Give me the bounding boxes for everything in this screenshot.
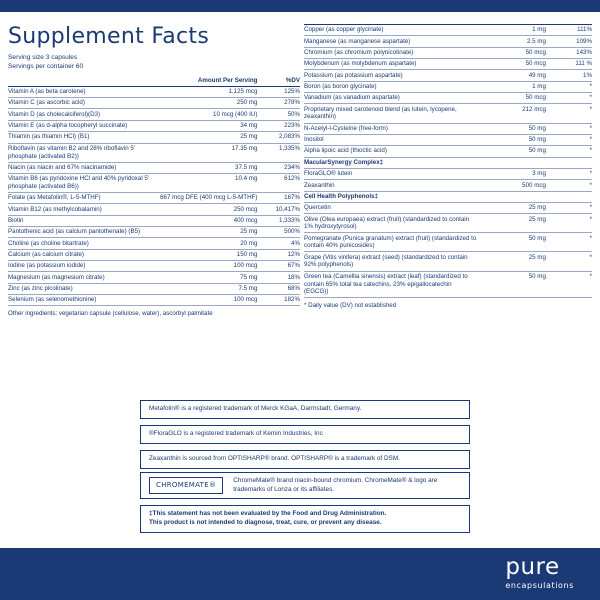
nutrient-name: Vitamin B12 (as methylcobalamin)	[8, 204, 160, 215]
nutrient-name: FloraGLO® lutein	[304, 168, 477, 179]
nutrient-name: Pantothenic acid (as calcium pantothenate) (B5)	[8, 227, 160, 238]
table-row	[304, 202, 592, 213]
nutrient-dv: 4%	[257, 238, 300, 249]
nutrient-dv: 125%	[257, 86, 300, 97]
nutrient-amount: 49 mg	[477, 70, 546, 81]
nutrient-amount: 250 mcg	[160, 204, 257, 215]
table-row	[304, 104, 592, 123]
right-nutrition-table	[304, 24, 592, 298]
top-color-band	[0, 0, 600, 12]
nutrient-name: Folate (as Metafolin®, L-5-MTHF)	[8, 193, 160, 204]
table-row	[304, 214, 592, 233]
table-row	[304, 180, 592, 191]
trademark-zeaxanthin-text: Zeaxanthin is sourced from OPTISHARP® brand. OPTISHARP® is a trademark of DSM.	[149, 455, 400, 462]
nutrient-name: Molybdenum (as molybdenum aspartate)	[304, 59, 477, 70]
nutrient-dv: 50%	[257, 109, 300, 120]
table-row	[8, 215, 300, 226]
nutrient-dv: 223%	[257, 120, 300, 131]
table-row	[304, 36, 592, 47]
daily-value-footnote: * Daily value (DV) not established	[304, 302, 397, 310]
nutrient-name: Vitamin D (as cholecalciferol)(D3)	[8, 109, 160, 120]
nutrient-amount: 34 mg	[160, 120, 257, 131]
table-row	[8, 98, 300, 109]
nutrient-amount: 2.5 mg	[477, 36, 546, 47]
nutrient-dv: *	[546, 81, 592, 92]
table-row	[304, 47, 592, 58]
nutrient-dv: *	[546, 168, 592, 179]
table-row	[304, 252, 592, 271]
nutrient-dv: 500%	[257, 227, 300, 238]
nutrient-name: Grape (Vitis vinifera) extract (seed) (standardized to contain 92% polyphenols)	[304, 252, 477, 271]
table-row	[304, 233, 592, 252]
nutrient-dv: 109%	[546, 36, 592, 47]
nutrient-amount: 150 mg	[160, 249, 257, 260]
nutrient-amount: 75 mg	[160, 272, 257, 283]
trademark-box-floraglo	[140, 425, 470, 444]
nutrient-amount: 250 mg	[160, 98, 257, 109]
table-group-header	[304, 191, 592, 202]
nutrient-name: Potassium (as potassium aspartate)	[304, 70, 477, 81]
nutrient-name: Thiamin (as thiamin HCl) (B1)	[8, 132, 160, 143]
nutrient-name: Riboflavin (as vitamin B2 and 28% riboflavin 5' phosphate (activated B2))	[8, 143, 160, 162]
nutrient-dv: *	[546, 104, 592, 123]
nutrient-amount: 20 mg	[160, 238, 257, 249]
nutrient-amount: 500 mcg	[477, 180, 546, 191]
fda-disclaimer-line2: This product is not intended to diagnose, treat, cure, or prevent any disease.	[149, 518, 382, 526]
nutrient-name: Choline (as choline bitartrate)	[8, 238, 160, 249]
nutrient-dv: 1,335%	[257, 143, 300, 162]
nutrient-dv: 278%	[257, 98, 300, 109]
table-row	[304, 59, 592, 70]
nutrient-amount: 1,125 mcg	[160, 86, 257, 97]
table-row	[304, 93, 592, 104]
chromemate-text: ChromeMate® brand niacin-bound chromium. ChromeMate® & logo are trademarks of Lonza or its affiliates.	[233, 477, 438, 493]
nutrient-amount: 25 mg	[160, 132, 257, 143]
nutrient-amount: 10 mcg (400 IU)	[160, 109, 257, 120]
nutrient-name: Vitamin B6 (as pyridoxine HCl and 40% pyridoxal 5' phosphate (activated B6))	[8, 173, 160, 192]
nutrient-amount: 25 mg	[160, 227, 257, 238]
left-nutrition-table	[8, 75, 300, 306]
table-group-header	[304, 157, 592, 168]
nutrient-amount: 3 mg	[477, 168, 546, 179]
nutrient-dv: 2,083%	[257, 132, 300, 143]
nutrient-amount: 25 mg	[477, 252, 546, 271]
table-row	[8, 227, 300, 238]
nutrient-dv: 612%	[257, 173, 300, 192]
table-row	[304, 81, 592, 92]
group-header-label: Cell Health Polyphenols‡	[304, 191, 592, 202]
nutrient-name: Niacin (as niacin and 67% niacinamide)	[8, 162, 160, 173]
header-blank	[8, 75, 160, 86]
servings-per-container: Servings per container 60	[8, 63, 84, 71]
nutrient-amount: 50 mcg	[477, 59, 546, 70]
table-header-row	[8, 75, 300, 86]
trademark-metafolin-text: Metafolin® is a registered trademark of Merck KGaA, Darmstadt, Germany.	[149, 405, 362, 412]
table-row	[8, 132, 300, 143]
nutrient-name: N-Acetyl-l-Cysteine (free-form)	[304, 123, 477, 134]
nutrient-amount: 50 mg	[477, 146, 546, 157]
nutrient-dv: 10,417%	[257, 204, 300, 215]
nutrient-amount: 667 mcg DFE (400 mcg L-5-MTHF)	[160, 193, 257, 204]
nutrient-dv: 111 %	[546, 59, 592, 70]
nutrient-dv: 234%	[257, 162, 300, 173]
table-row	[8, 261, 300, 272]
table-row	[8, 120, 300, 131]
nutrient-amount: 400 mcg	[160, 215, 257, 226]
nutrient-name: Proprietary mixed carotenoid blend (as lutein, lycopene, zeaxanthin)	[304, 104, 477, 123]
supplement-facts-left-panel	[8, 24, 300, 319]
nutrient-name: Biotin	[8, 215, 160, 226]
nutrient-dv: *	[546, 233, 592, 252]
table-row	[8, 162, 300, 173]
nutrient-name: Chromium (as chromium polynicotinate)	[304, 47, 477, 58]
nutrient-name: Calcium (as calcium citrate)	[8, 249, 160, 260]
nutrient-name: Zinc (as zinc picolinate)	[8, 283, 160, 294]
header-percent-dv: %DV	[257, 75, 300, 86]
nutrient-dv: *	[546, 214, 592, 233]
nutrient-dv: *	[546, 123, 592, 134]
nutrient-dv: *	[546, 134, 592, 145]
table-row	[304, 123, 592, 134]
nutrient-dv: 1,333%	[257, 215, 300, 226]
nutrient-name: Magnesium (as magnesium citrate)	[8, 272, 160, 283]
nutrient-amount: 50 mcg	[477, 47, 546, 58]
nutrient-name: Manganese (as manganese aspartate)	[304, 36, 477, 47]
header-amount-per-serving: Amount Per Serving	[160, 75, 257, 86]
table-row	[8, 204, 300, 215]
trademark-box-chromemate	[140, 472, 470, 499]
nutrient-amount: 50 mg	[477, 134, 546, 145]
table-row	[304, 168, 592, 179]
nutrient-name: Zeaxanthin	[304, 180, 477, 191]
table-row	[8, 86, 300, 97]
trademark-box-zeaxanthin	[140, 450, 470, 469]
nutrient-dv: *	[546, 180, 592, 191]
brand-name: pure	[505, 554, 560, 580]
nutrient-dv: *	[546, 271, 592, 298]
table-row	[8, 295, 300, 306]
table-row	[304, 134, 592, 145]
table-row	[8, 283, 300, 294]
nutrient-amount: 100 mcg	[160, 261, 257, 272]
nutrient-name: Vitamin E (as d-alpha tocopheryl succinate)	[8, 120, 160, 131]
nutrient-name: Quercetin	[304, 202, 477, 213]
fda-disclaimer-box	[140, 505, 470, 533]
group-header-label: MacularSynergy Complex‡	[304, 157, 592, 168]
nutrient-amount: 100 mcg	[160, 295, 257, 306]
table-row	[304, 146, 592, 157]
nutrient-dv: 12%	[257, 249, 300, 260]
nutrient-amount: 7.5 mg	[160, 283, 257, 294]
nutrient-amount: 50 mg	[477, 123, 546, 134]
table-row	[304, 70, 592, 81]
nutrient-name: Pomegranate (Punica granatum) extract (fruit) (standardized to contain 40% punicosides)	[304, 233, 477, 252]
nutrient-amount: 1 mg	[477, 81, 546, 92]
nutrient-amount: 50 mg	[477, 271, 546, 298]
nutrient-dv: *	[546, 146, 592, 157]
table-row	[8, 143, 300, 162]
supplement-facts-right-panel	[304, 24, 592, 309]
nutrient-amount: 1 mg	[477, 25, 546, 36]
nutrient-name: Vitamin A (as beta carotene)	[8, 86, 160, 97]
trademark-floraglo-text: ®FloraGLO is a registered trademark of Kemin Industries, Inc	[149, 430, 323, 437]
page-title: Supplement Facts	[8, 24, 210, 49]
table-row	[304, 271, 592, 298]
nutrient-amount: 212 mcg	[477, 104, 546, 123]
nutrient-name: Inositol	[304, 134, 477, 145]
nutrient-amount: 37.5 mg	[160, 162, 257, 173]
table-row	[8, 249, 300, 260]
serving-size: Serving size 3 capsules	[8, 54, 78, 61]
other-ingredients: Other ingredients: vegetarian capsule (cellulose, water), ascorbyl palmitate	[8, 310, 213, 318]
nutrient-dv: 68%	[257, 283, 300, 294]
nutrient-name: Boron (as boron glycinate)	[304, 81, 477, 92]
table-row	[8, 173, 300, 192]
nutrient-dv: 111%	[546, 25, 592, 36]
nutrient-name: Vanadium (as vanadium aspartate)	[304, 93, 477, 104]
nutrient-name: Copper (as copper glycinate)	[304, 25, 477, 36]
nutrient-dv: 18%	[257, 272, 300, 283]
nutrient-dv: 67%	[257, 261, 300, 272]
table-row	[8, 109, 300, 120]
nutrient-name: Vitamin C (as ascorbic acid)	[8, 98, 160, 109]
nutrient-dv: *	[546, 93, 592, 104]
table-row	[8, 193, 300, 204]
nutrient-name: Iodine (as potassium iodide)	[8, 261, 160, 272]
nutrient-dv: 182%	[257, 295, 300, 306]
table-row	[304, 25, 592, 36]
nutrient-name: Alpha lipoic acid (thioctic acid)	[304, 146, 477, 157]
nutrient-dv: *	[546, 202, 592, 213]
table-row	[8, 272, 300, 283]
brand-logo	[505, 556, 574, 590]
nutrient-dv: 1%	[546, 70, 592, 81]
nutrient-name: Olive (Olea europaea) extract (fruit) (standardized to contain 1% hydroxytyrosol)	[304, 214, 477, 233]
nutrient-amount: 10.4 mg	[160, 173, 257, 192]
nutrient-dv: 143%	[546, 47, 592, 58]
nutrient-dv: 167%	[257, 193, 300, 204]
nutrient-name: Green tea (Camellia sinensis) extract (leaf) (standardized to contain 65% total tea catechins, 23% epigallocatechin (EGCG))	[304, 271, 477, 298]
brand-tagline: encapsulations	[505, 581, 574, 590]
nutrient-amount: 50 mcg	[477, 93, 546, 104]
chromemate-logo: CHROMEMATE®	[149, 477, 223, 494]
nutrient-amount: 25 mg	[477, 202, 546, 213]
fda-disclaimer-line1: ‡This statement has not been evaluated by the Food and Drug Administration.	[149, 510, 387, 517]
nutrient-name: Selenium (as selenomethionine)	[8, 295, 160, 306]
nutrient-dv: *	[546, 252, 592, 271]
trademark-box-metafolin	[140, 400, 470, 419]
nutrient-amount: 25 mg	[477, 214, 546, 233]
nutrient-amount: 17.35 mg	[160, 143, 257, 162]
table-row	[8, 238, 300, 249]
nutrient-amount: 50 mg	[477, 233, 546, 252]
